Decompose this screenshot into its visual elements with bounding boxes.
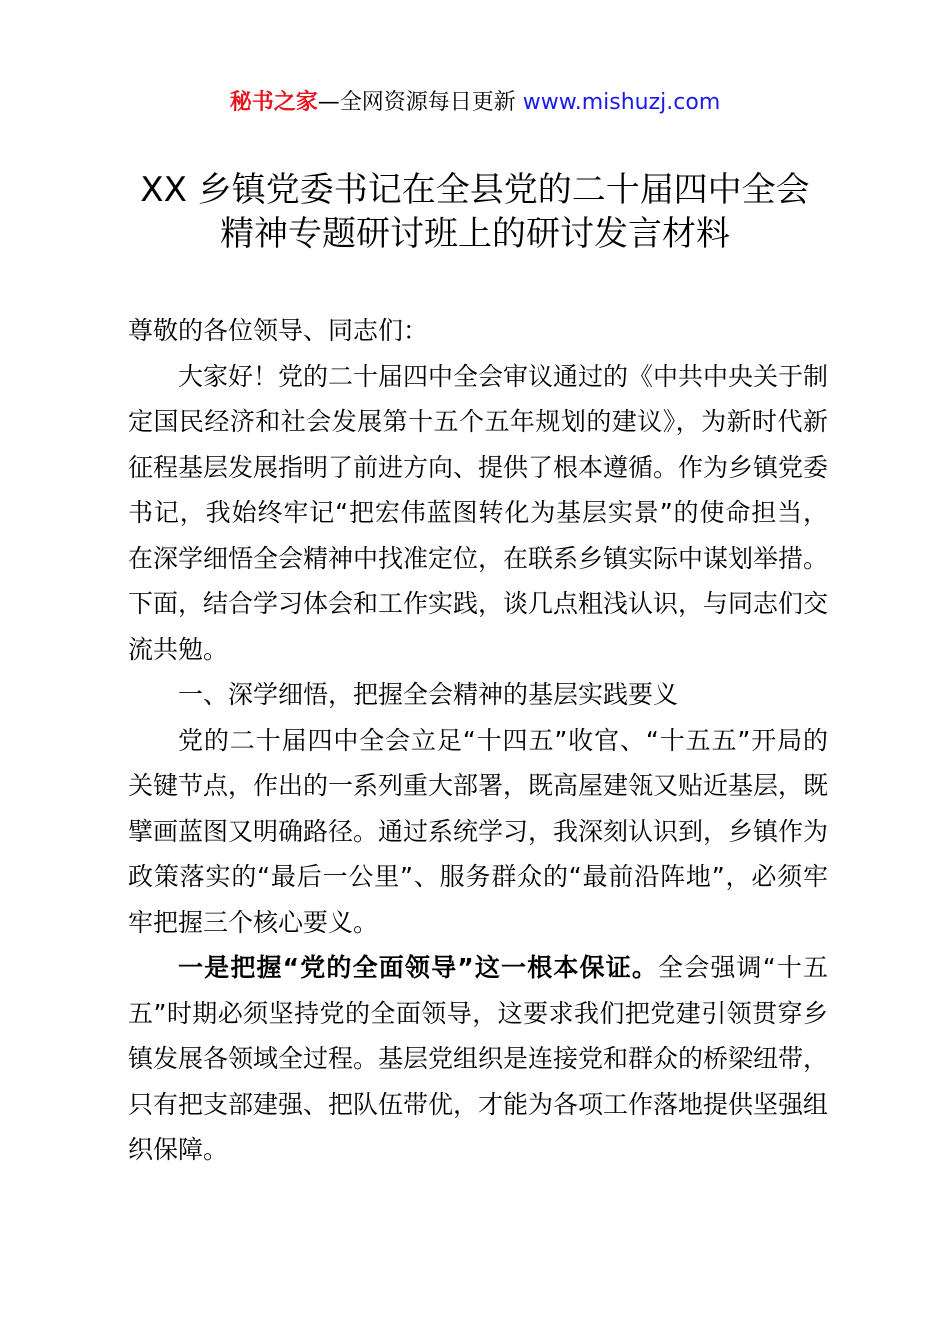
document-body [128,308,828,1173]
brand-name: 秘书之家 [229,90,318,115]
site-url-link[interactable]: www.mishuzj.com [522,90,721,115]
title-line-2: 精神专题研讨班上的研讨发言材料 [220,214,730,254]
salutation: 尊敬的各位领导、同志们： [128,316,429,345]
site-banner [0,88,950,118]
point-1-paragraph [128,945,828,1173]
intro-paragraph: 大家好！党的二十届四中全会审议通过的《中共中央关于制定国民经济和社会发展第十五个五年规划的建议》，为新时代新征程基层发展指明了前进方向、提供了根本遵循。作为乡镇党委书记，我始终牢记“把宏伟蓝图转化为基层实景”的使命担当，在深学细悟全会精神中找准定位，在联系乡镇实际中谋划举措。下面，结合学习体会和工作实践，谈几点粗浅认识，与同志们交流共勉。 [128,361,829,664]
point-1-text: 全会强调“十五五”时期必须坚持党的全面领导，这要求我们把党建引领贯穿乡镇发展各领域全过程。基层党组织是连接党和群众的桥梁纽带，只有把支部建强、把队伍带优，才能为各项工作落地提供坚强组织保障。 [128,953,829,1164]
document-title [60,168,890,256]
point-1-lead: 一是把握“党的全面领导”这一根本保证。 [178,953,659,982]
section-1-heading: 一、深学细悟，把握全会精神的基层实践要义 [178,680,679,709]
title-line-1: XX 乡镇党委书记在全县党的二十届四中全会 [140,170,810,210]
section-1-paragraph: 党的二十届四中全会立足“十四五”收官、“十五五”开局的关键节点，作出的一系列重大部署，既高屋建瓴又贴近基层，既擘画蓝图又明确路径。通过系统学习，我深刻认识到，乡镇作为政策落实的“最后一公里”、服务群众的“最前沿阵地”，必须牢牢把握三个核心要义。 [128,725,829,937]
banner-tagline: —全网资源每日更新 [317,90,516,115]
